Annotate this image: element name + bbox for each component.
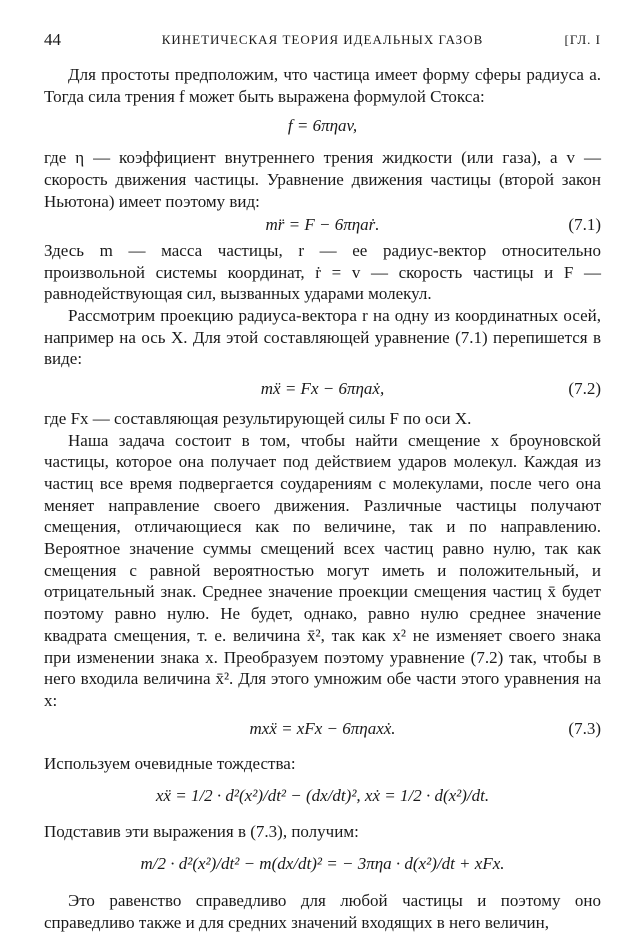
formula-7-3	[44, 718, 601, 740]
paragraph-5: где Fx — составляющая результирующей силы F по оси X.	[44, 408, 472, 428]
paragraph-8: Подставив эти выражения в (7.3), получим:	[44, 821, 359, 841]
formula-stokes: f = 6πηav,	[287, 116, 358, 136]
formula-7-1-body: mr̈ = F − 6πηaṙ.	[265, 215, 380, 235]
paragraph-9: Это равенство справедливо для любой частицы и поэтому оно справедливо также и для средних значений входящих в него величин,	[44, 891, 601, 932]
chapter-label: [ГЛ. I	[564, 32, 601, 47]
formula-7-2-body: mẍ = Fx − 6πηaẋ,	[260, 379, 385, 399]
paragraph-4: Рассмотрим проекцию радиуса-вектора r на одну из координатных осей, например на ось X. Для этой составляющей уравнение (7.1) перепишется в виде:	[44, 306, 601, 369]
formula-identities: xẍ = 1/2 · d²(x²)/dt² − (dx/dt)², xẋ = 1/2 · d(x²)/dt.	[155, 786, 490, 806]
formula-7-3-body: mxẍ = xFx − 6πηaxẋ.	[249, 718, 396, 738]
paragraph-3: Здесь m — масса частицы, r — ее радиус-вектор относительно произвольной системы координат, ṙ = v — скорость частицы и F — равнодействующая сил, вызванных ударами молекул.	[44, 240, 601, 304]
equation-label-7-3: (7.3)	[568, 718, 601, 738]
equation-label-7-1: (7.1)	[568, 215, 601, 235]
paragraph-2: где η — коэффициент внутреннего трения жидкости (или газа), а v — скорость движения частицы. Уравнение движения частицы (второй закон Ньютона) имеет поэтому вид:	[44, 148, 601, 211]
paragraph-6: Наша задача состоит в том, чтобы найти смещение x броуновской частицы, которое она получает под действием ударов молекул. Каждая из частиц все время подвергается соударениям с молекулами, после чего она меняет направление своего движения. Различные частицы получают смещения, отличающиеся как по величине, так и по направлению. Вероятное значение суммы смещений всех частиц равно нулю, так как смещения с равной вероятностью могут иметь и положительный, и отрицательный знак. Среднее значение проекции смещения частиц x̄ будет поэтому равно нулю. Не будет, однако, равно нулю среднее значение квадрата смещения, т. е. величина x̄², так как x² не изменяет своего знака при изменении знака x. Преобразуем поэтому уравнение (7.2) так, чтобы в него входила величина x̄². Для этого умножим обе части этого уравнения на x:	[44, 430, 601, 710]
formula-7-1	[44, 214, 601, 236]
running-title: КИНЕТИЧЕСКАЯ ТЕОРИЯ ИДЕАЛЬНЫХ ГАЗОВ	[161, 32, 484, 47]
equation-label-7-2: (7.2)	[568, 379, 601, 399]
running-header	[44, 30, 601, 52]
formula-7-2	[44, 378, 601, 400]
page-number: 44	[44, 30, 61, 49]
page-body	[44, 64, 601, 934]
paragraph-7: Используем очевидные тождества:	[44, 754, 296, 774]
formula-substituted: m/2 · d²(x²)/dt² − m(dx/dt)² = − 3πηa · d(x²)/dt + xFx.	[140, 853, 505, 873]
paragraph-1: Для простоты предположим, что частица имеет форму сферы радиуса a. Тогда сила трения f может быть выражена формулой Стокса:	[44, 65, 601, 106]
